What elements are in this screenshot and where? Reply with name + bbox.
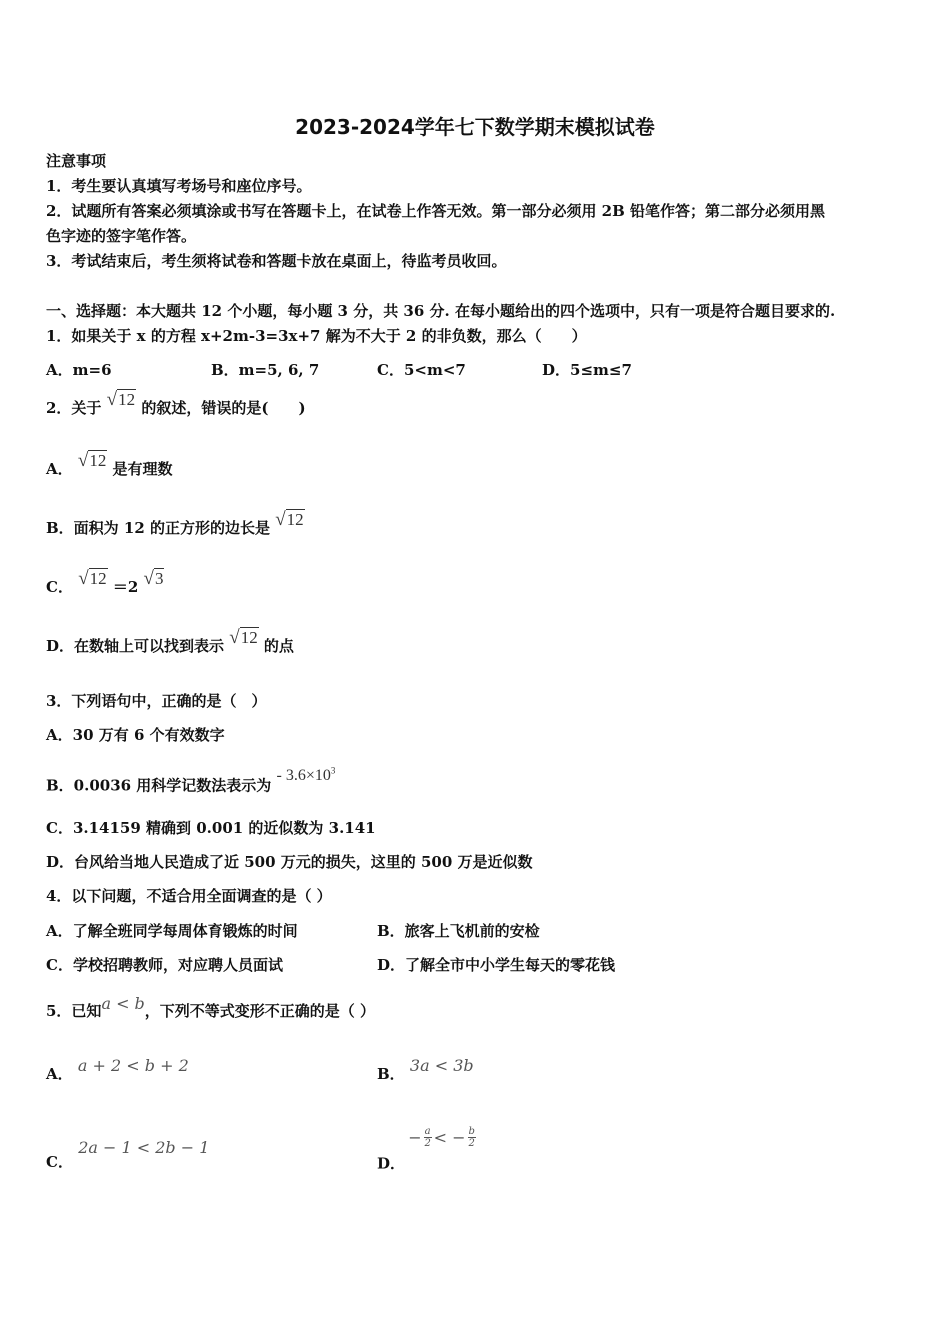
q3-option-d: D．台风给当地人民造成了近 500 万元的损失，这里的 500 万是近似数 xyxy=(46,853,533,871)
sqrt-12: √12 xyxy=(229,627,258,648)
question-4-stem: 4．以下问题，不适合用全面调查的是（ ） xyxy=(46,887,332,905)
sqrt-12: √12 xyxy=(78,568,107,589)
fraction-a-over-2: $\frac{a}{2}$ xyxy=(424,1126,431,1149)
sqrt-12: √12 xyxy=(106,389,136,410)
question-5-stem: 5．已知a < b，下列不等式变形不正确的是（ ） xyxy=(46,994,376,1020)
section-heading: 一、选择题：本大题共 12 个小题，每小题 3 分，共 36 分. 在每小题给出的四个选项中，只有一项是符合题目要求的. xyxy=(46,302,836,320)
q2-stem-pre: 2．关于 xyxy=(46,399,102,417)
q5-d-expression: − $\frac{a}{2}$ < − $\frac{b}{2}$ xyxy=(408,1126,475,1149)
q4-option-b: B．旅客上飞机前的安检 xyxy=(377,922,540,940)
q1-option-d: D．5≤m≤7 xyxy=(542,361,632,379)
q5-c-expression: 2a − 1 < 2b − 1 xyxy=(78,1138,210,1157)
q5-a-expression: a + 2 < b + 2 xyxy=(77,1056,189,1075)
notice-item: 2．试题所有答案必须填涂或书写在答题卡上，在试卷上作答无效。第一部分必须用 2B 铅笔作答；第二部分必须用黑 xyxy=(46,202,826,220)
q2-stem-post: 的叙述，错误的是( ) xyxy=(141,399,306,417)
q5-b-expression: 3a < 3b xyxy=(409,1056,474,1075)
q2-option-a: A． √12 是有理数 xyxy=(46,450,173,478)
q3-option-c: C．3.14159 精确到 0.001 的近似数为 3.141 xyxy=(46,819,376,837)
question-2-stem xyxy=(46,389,306,418)
q4-option-d: D．了解全市中小学生每天的零花钱 xyxy=(377,956,616,974)
q4-option-c: C．学校招聘教师，对应聘人员面试 xyxy=(46,956,283,974)
q1-option-b: B．m=5, 6, 7 xyxy=(211,361,320,379)
q5-option-d: D． − $\frac{a}{2}$ < − $\frac{b}{2}$ xyxy=(377,1126,475,1173)
question-1-stem: 1．如果关于 x 的方程 x+2m-3=3x+7 解为不大于 2 的非负数，那么（ ） xyxy=(46,327,587,345)
q5-option-c: C． 2a − 1 < 2b − 1 xyxy=(46,1138,210,1171)
q1-option-c: C．5<m<7 xyxy=(377,361,466,379)
q5-option-a: A． a + 2 < b + 2 xyxy=(46,1056,189,1083)
q1-option-a: A．m=6 xyxy=(46,361,112,379)
sqrt-12: √12 xyxy=(275,509,304,530)
q3-option-b: B．0.0036 用科学记数法表示为 - $3.6\times 10^3$ xyxy=(46,766,336,795)
question-3-stem: 3．下列语句中，正确的是（ ） xyxy=(46,692,267,710)
q4-option-a: A．了解全班同学每周体育锻炼的时间 xyxy=(46,922,298,940)
notice-item: 3．考试结束后，考生须将试卷和答题卡放在桌面上，待监考员收回。 xyxy=(46,252,507,270)
page-title: 2023-2024学年七下数学期末模拟试卷 xyxy=(295,115,655,139)
sqrt-12: √12 xyxy=(77,450,107,471)
sqrt-3: √3 xyxy=(143,568,164,589)
q2-option-c: C． √12 ＝2 √3 xyxy=(46,568,164,596)
notice-item: 色字迹的签字笔作答。 xyxy=(46,227,197,245)
q2-option-d: D．在数轴上可以找到表示 √12 的点 xyxy=(46,627,294,655)
q3-option-a: A．30 万有 6 个有效数字 xyxy=(46,726,225,744)
q2-option-b: B．面积为 12 的正方形的边长是 √12 xyxy=(46,509,304,537)
scientific-notation: - $3.6\times 10^3$ xyxy=(276,766,336,785)
q5-condition: a < b xyxy=(101,994,145,1013)
notice-heading: 注意事项 xyxy=(46,152,107,170)
q5-option-b: B． 3a < 3b xyxy=(377,1056,474,1083)
fraction-b-over-2: $\frac{b}{2}$ xyxy=(468,1126,475,1149)
notice-item: 1．考生要认真填写考场号和座位序号。 xyxy=(46,177,312,195)
